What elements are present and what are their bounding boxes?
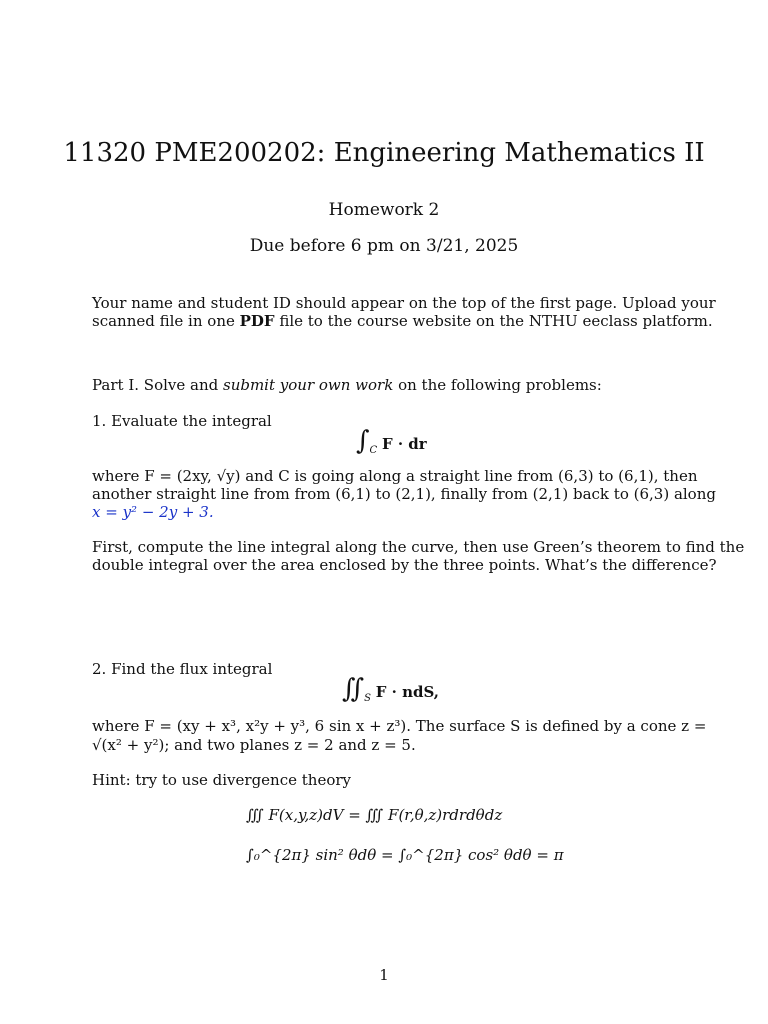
- problem1-text-line-1: First, compute the line integral along the curve, then use Green’s theorem to find the: [92, 538, 745, 556]
- problem2-where-line-2: √(x² + y²); and two planes z = 2 and z = 5.: [92, 736, 416, 754]
- problem1-heading: 1. Evaluate the integral: [92, 412, 272, 430]
- problem1-where-line-1: where F = (2xy, √y) and C is going along a straight line from (6,3) to (6,1), then: [92, 467, 698, 485]
- integral-sign: ∫: [356, 426, 370, 456]
- pdf-label: PDF: [239, 312, 275, 330]
- due-date: Due before 6 pm on 3/21, 2025: [249, 236, 519, 256]
- problem1-where-line-2: another straight line from from (6,1) to (2,1), finally from (2,1) back to (6,3) along: [92, 485, 716, 503]
- integrand: F · dr: [381, 435, 427, 453]
- problem2-hint: Hint: try to use divergence theory: [92, 771, 352, 789]
- instructions-text: file to the course website on the NTHU eeclass platform.: [274, 312, 713, 330]
- part1-text: Part I. Solve and: [92, 376, 223, 394]
- part1-text: on the following problems:: [393, 376, 602, 394]
- double-integral-sign: ∬: [342, 674, 365, 704]
- hint-equation-1: ∭ F(x,y,z)dV = ∭ F(r,θ,z)rdrdθdz: [246, 806, 503, 824]
- instructions-line-1: Your name and student ID should appear on the top of the first page. Upload your: [92, 294, 716, 312]
- problem2-flux-integral: [342, 674, 439, 704]
- problem2-where-line-1: where F = (xy + x³, x²y + y³, 6 sin x + z³). The surface S is defined by a cone z =: [92, 717, 707, 735]
- document-title: 11320 PME200202: Engineering Mathematics II: [63, 138, 705, 168]
- page-number: 1: [379, 966, 389, 984]
- instructions-text: scanned file in one: [92, 312, 240, 330]
- instructions-line-2: [92, 312, 713, 330]
- integral-subscript: S: [364, 693, 371, 704]
- part1-emphasis: submit your own work: [223, 376, 394, 394]
- integrand: F · ndS,: [375, 683, 440, 701]
- hint-equation-2: ∫₀^{2π} sin² θdθ = ∫₀^{2π} cos² θdθ = π: [246, 846, 564, 864]
- problem1-integral: [356, 426, 427, 456]
- problem2-heading: 2. Find the flux integral: [92, 660, 273, 678]
- problem1-curve: x = y² − 2y + 3.: [92, 503, 214, 521]
- integral-subscript: C: [369, 445, 378, 456]
- homework-number: Homework 2: [328, 200, 440, 220]
- part1-heading: [92, 376, 676, 394]
- problem1-text-line-2: double integral over the area enclosed by the three points. What’s the difference?: [92, 556, 717, 574]
